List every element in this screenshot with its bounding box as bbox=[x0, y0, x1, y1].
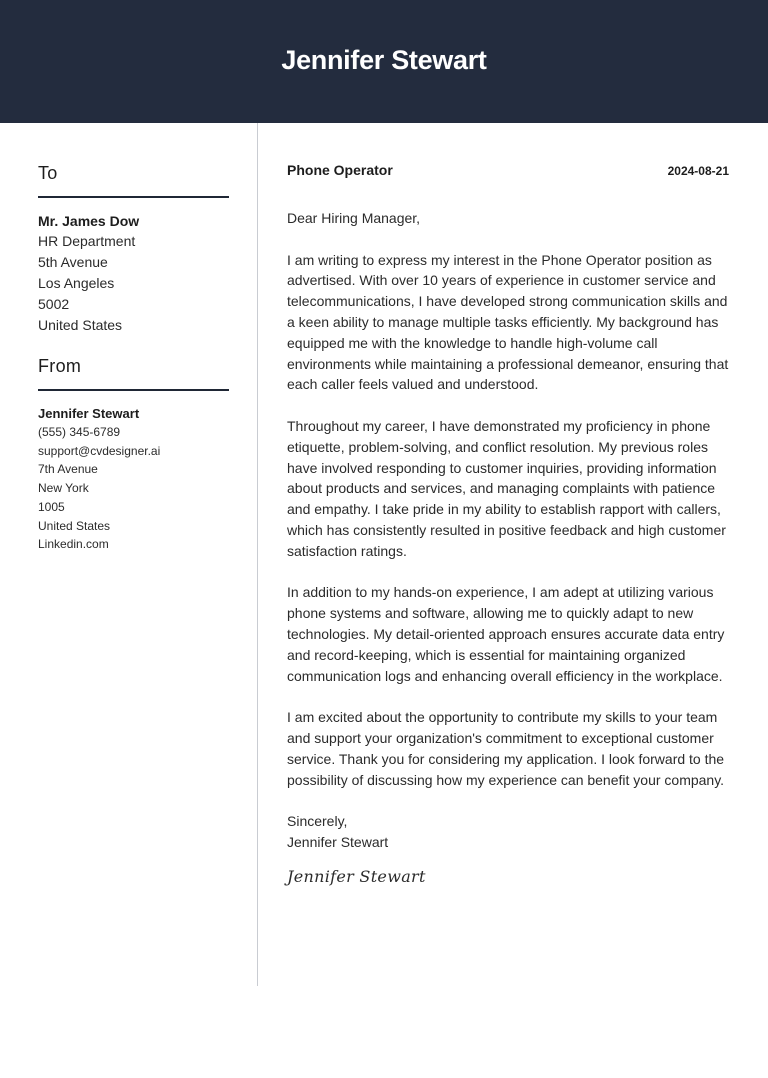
from-section-title: From bbox=[38, 356, 229, 391]
sender-country: United States bbox=[38, 518, 111, 533]
sender-block bbox=[38, 404, 229, 554]
closing-salutation: Sincerely, bbox=[287, 813, 348, 830]
letter-paragraph-4: I am excited about the opportunity to contribute my skills to your team and support your organization's commitment to exceptional customer service. Thank you for considering my application. I look forward to the possibility of discussing how my experience can benefit your company. bbox=[287, 709, 725, 788]
closing-name: Jennifer Stewart bbox=[287, 833, 389, 850]
letter-paragraph-2: Throughout my career, I have demonstrated my proficiency in phone etiquette, problem-solving, and conflict resolution. My previous roles have involved responding to customer inquiries, providing information about products and services, and managing complaints with patience and empathy. I take pride in my ability to establish rapport with callers, which has consistently resulted in positive feedback and high customer satisfaction ratings. bbox=[287, 417, 726, 559]
column-divider bbox=[257, 123, 258, 986]
letter-closing-block bbox=[287, 811, 729, 853]
sender-postcode: 1005 bbox=[38, 499, 65, 514]
to-section-title: To bbox=[38, 163, 229, 198]
sender-name: Jennifer Stewart bbox=[38, 406, 140, 421]
recipient-department: HR Department bbox=[38, 233, 136, 249]
sender-phone: (555) 345-6789 bbox=[38, 425, 121, 439]
sender-linkedin: Linkedin.com bbox=[38, 537, 109, 552]
sender-email: support@cvdesigner.ai bbox=[38, 443, 161, 458]
recipient-country: United States bbox=[38, 317, 123, 333]
letter-greeting: Dear Hiring Manager, bbox=[287, 210, 421, 226]
handwritten-signature: Jennifer Stewart bbox=[287, 866, 426, 886]
sidebar bbox=[38, 123, 229, 554]
sender-city: New York bbox=[38, 481, 89, 496]
letter-paragraph-3: In addition to my hands-on experience, I am adept at utilizing various phone systems and software, allowing me to quickly adapt to new technologies. My detail-oriented approach ensures accurate data entry and record-keeping, which is essential for maintaining organized communication logs and enhancing overall efficiency in the workplace. bbox=[287, 584, 725, 684]
recipient-block bbox=[38, 211, 229, 336]
recipient-name: Mr. James Dow bbox=[38, 213, 140, 229]
letter-body bbox=[287, 123, 729, 886]
recipient-street: 5th Avenue bbox=[38, 254, 108, 270]
letter-date: 2024-08-21 bbox=[667, 164, 729, 178]
sender-street: 7th Avenue bbox=[38, 462, 98, 477]
letter-heading-row bbox=[287, 162, 729, 178]
applicant-name-title: Jennifer Stewart bbox=[281, 45, 487, 75]
letter-paragraph-1: I am writing to express my interest in the Phone Operator position as advertised. With over 10 years of experience in customer service and telecommunications, I have developed strong communication skills and a keen ability to manage multiple tasks efficiently. My background has equipped me with the knowledge to handle high-volume call environments while maintaining a professional demeanor, ensuring that each caller feels valued and understood. bbox=[287, 251, 729, 393]
recipient-city: Los Angeles bbox=[38, 275, 115, 291]
header-banner bbox=[0, 0, 768, 123]
recipient-postcode: 5002 bbox=[38, 296, 70, 312]
job-title: Phone Operator bbox=[287, 162, 393, 178]
